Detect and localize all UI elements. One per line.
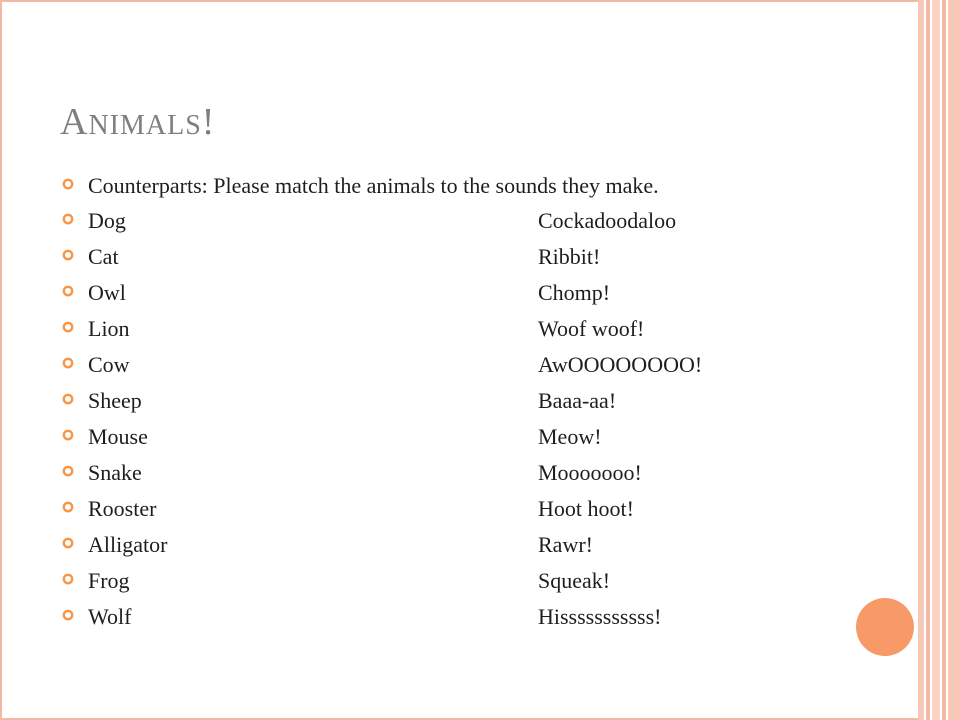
orange-circle-decoration [856,598,914,656]
list-item [60,459,840,486]
intro-item [60,172,840,199]
animal-sound: Woof woof! [538,316,645,341]
ring-bullet-icon [62,465,74,477]
animal-name: Snake [88,460,142,485]
animal-sound: Hisssssssssss! [538,604,662,629]
title-initial: A [60,101,89,143]
animal-sound: Hoot hoot! [538,496,634,521]
animal-sound: Rawr! [538,532,593,557]
animal-name: Lion [88,316,130,341]
side-stripe [948,0,960,720]
list-item [60,243,840,270]
ring-bullet-icon [62,501,74,513]
animal-sound: Chomp! [538,280,611,305]
ring-bullet-icon [62,537,74,549]
intro-text: Counterparts: Please match the animals to the sounds they make. [88,173,659,198]
side-stripe [932,0,940,720]
list-item [60,603,840,630]
side-stripe [942,0,946,720]
animal-sound: Baaa-aa! [538,388,617,413]
frame-bottom-border [0,712,920,720]
frame-top-border [0,0,920,8]
animal-name: Wolf [88,604,132,629]
bullet-list [60,172,840,639]
animal-name: Mouse [88,424,148,449]
ring-bullet-icon [62,573,74,585]
animal-sound: Cockadoodaloo [538,208,677,233]
list-item [60,531,840,558]
animal-name: Dog [88,208,126,233]
animal-sound: Mooooooo! [538,460,642,485]
animal-name: Owl [88,280,126,305]
animal-name: Cow [88,352,130,377]
animal-sound: Meow! [538,424,602,449]
list-item [60,315,840,342]
list-item [60,423,840,450]
frame-left-border [0,0,8,720]
list-item [60,495,840,522]
ring-bullet-icon [62,249,74,261]
ring-bullet-icon [62,178,74,190]
list-item [60,387,840,414]
list-item [60,567,840,594]
side-stripe [926,0,930,720]
ring-bullet-icon [62,321,74,333]
ring-bullet-icon [62,213,74,225]
animal-name: Cat [88,244,119,269]
animal-sound: Squeak! [538,568,611,593]
animal-name: Alligator [88,532,168,557]
animal-name: Rooster [88,496,157,521]
title-small-caps: NIMALS [88,110,202,141]
animal-sound: AwOOOOOOOO! [538,352,703,377]
list-item [60,207,840,234]
ring-bullet-icon [62,285,74,297]
list-item [60,351,840,378]
animal-sound: Ribbit! [538,244,601,269]
title-exclamation: ! [201,101,216,143]
animal-name: Sheep [88,388,142,413]
animal-name: Frog [88,568,130,593]
ring-bullet-icon [62,393,74,405]
ring-bullet-icon [62,429,74,441]
side-stripe [918,0,924,720]
slide-title [60,100,215,144]
ring-bullet-icon [62,357,74,369]
list-item [60,279,840,306]
ring-bullet-icon [62,609,74,621]
